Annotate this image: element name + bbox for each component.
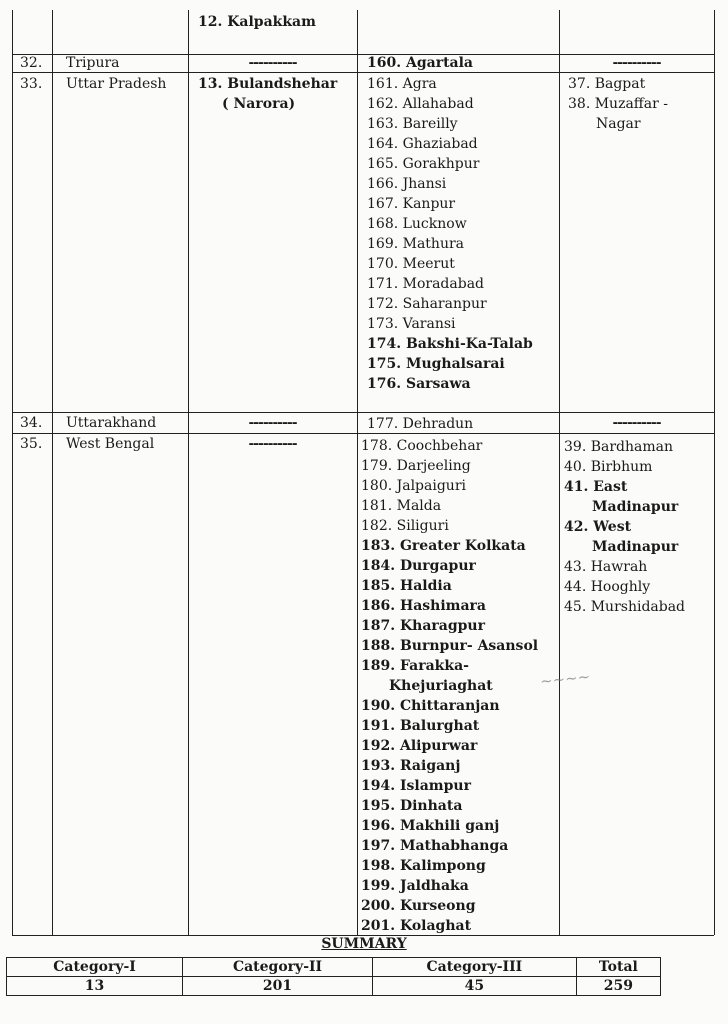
city-item: 200. Kurseong	[361, 898, 476, 914]
city-item: 168. Lucknow	[367, 216, 467, 232]
city-item: 164. Ghaziabad	[367, 136, 478, 152]
grid-line	[714, 10, 715, 935]
city-item: 197. Mathabhanga	[361, 838, 509, 854]
summary-header: Category-III	[372, 958, 576, 977]
city-item: 177. Dehradun	[367, 416, 474, 432]
city-list	[367, 74, 533, 394]
district-item: 40. Birbhum	[564, 459, 653, 475]
city-item: 172. Saharanpur	[367, 296, 487, 312]
grid-line	[12, 10, 13, 935]
state-name: Uttar Pradesh	[66, 76, 167, 92]
city-item: 194. Islampur	[361, 778, 471, 794]
city-item: 193. Raiganj	[361, 758, 461, 774]
dash-placeholder: ----------	[612, 415, 661, 431]
city-item: 187. Kharagpur	[361, 618, 485, 634]
district-item: 38. Muzaffar -	[568, 96, 668, 112]
summary-header: Total	[576, 958, 660, 977]
city-item: 198. Kalimpong	[361, 858, 486, 874]
city-item: 173. Varansi	[367, 316, 456, 332]
city-item: 161. Agra	[367, 76, 437, 92]
grid-line	[357, 10, 358, 935]
district-item: Nagar	[596, 116, 641, 132]
summary-header: Category-I	[7, 958, 183, 977]
city-item: 199. Jaldhaka	[361, 878, 469, 894]
summary-value: 13	[7, 977, 183, 996]
city-item: 166. Jhansi	[367, 176, 447, 192]
city-item: 169. Mathura	[367, 236, 465, 252]
district-item: 45. Murshidabad	[564, 599, 686, 615]
serial-number: 32.	[20, 55, 43, 71]
city-item: 160. Agartala	[367, 55, 473, 71]
city-item: 180. Jalpaiguri	[361, 478, 466, 494]
city-item: 167. Kanpur	[367, 196, 456, 212]
city-item: 165. Gorakhpur	[367, 156, 480, 172]
city-item: 162. Allahabad	[367, 96, 474, 112]
dash-placeholder: ----------	[612, 55, 661, 71]
district-item: 39. Bardhaman	[564, 439, 674, 455]
city-item: 188. Burnpur- Asansol	[361, 638, 539, 654]
city-item: 174. Bakshi-Ka-Talab	[367, 336, 533, 352]
grid-line	[188, 10, 189, 935]
grid-line	[52, 10, 53, 935]
city-item: 185. Haldia	[361, 578, 452, 594]
city-item: 201. Kolaghat	[361, 918, 472, 934]
city-item: 183. Greater Kolkata	[361, 538, 526, 554]
summary-title: SUMMARY	[321, 936, 407, 952]
state-name: Uttarakhand	[66, 415, 157, 431]
state-name: Tripura	[66, 55, 120, 71]
district-item: 37. Bagpat	[568, 76, 646, 92]
city-item: 13. Bulandshehar	[198, 76, 338, 92]
city-item: 190. Chittaranjan	[361, 698, 500, 714]
city-item: 186. Hashimara	[361, 598, 486, 614]
city-item: 175. Mughalsarai	[367, 356, 505, 372]
city-item: 181. Malda	[361, 498, 442, 514]
district-list	[568, 74, 668, 134]
summary-value: 45	[372, 977, 576, 996]
city-item: 184. Durgapur	[361, 558, 476, 574]
city-item: 196. Makhili ganj	[361, 818, 500, 834]
city-item: 189. Farakka-	[361, 658, 469, 674]
city-item: 12. Kalpakkam	[198, 14, 316, 30]
dash-placeholder: ----------	[248, 436, 297, 452]
summary-value-row	[7, 977, 661, 996]
dash-placeholder: ----------	[248, 55, 297, 71]
serial-number: 35.	[20, 436, 43, 452]
district-item: 42. West	[564, 519, 632, 535]
summary-header-row	[7, 958, 661, 977]
serial-number: 34.	[20, 415, 43, 431]
summary-table	[6, 957, 661, 996]
city-item: 195. Dinhata	[361, 798, 463, 814]
district-item: 44. Hooghly	[564, 579, 651, 595]
city-item: 178. Coochbehar	[361, 438, 483, 454]
handwritten-mark: ~~~~	[539, 667, 592, 691]
summary-header: Category-II	[183, 958, 373, 977]
district-item: Madinapur	[592, 499, 679, 515]
dash-placeholder: ----------	[248, 415, 297, 431]
city-list	[361, 436, 538, 936]
summary-value: 201	[183, 977, 373, 996]
serial-number: 33.	[20, 76, 43, 92]
city-item: 171. Moradabad	[367, 276, 485, 292]
district-item: 43. Hawrah	[564, 559, 648, 575]
city-item: ( Narora)	[222, 96, 296, 112]
summary-value: 259	[576, 977, 660, 996]
district-list	[564, 437, 685, 617]
city-item: Khejuriaghat	[389, 678, 493, 694]
grid-line	[559, 10, 560, 935]
city-item: 163. Bareilly	[367, 116, 458, 132]
city-item: 191. Balurghat	[361, 718, 480, 734]
city-item: 182. Siliguri	[361, 518, 449, 534]
state-name: West Bengal	[66, 436, 155, 452]
district-item: 41. East	[564, 479, 628, 495]
city-item: 179. Darjeeling	[361, 458, 471, 474]
city-item: 170. Meerut	[367, 256, 455, 272]
district-item: Madinapur	[592, 539, 679, 555]
city-item: 192. Alipurwar	[361, 738, 478, 754]
city-item: 176. Sarsawa	[367, 376, 471, 392]
